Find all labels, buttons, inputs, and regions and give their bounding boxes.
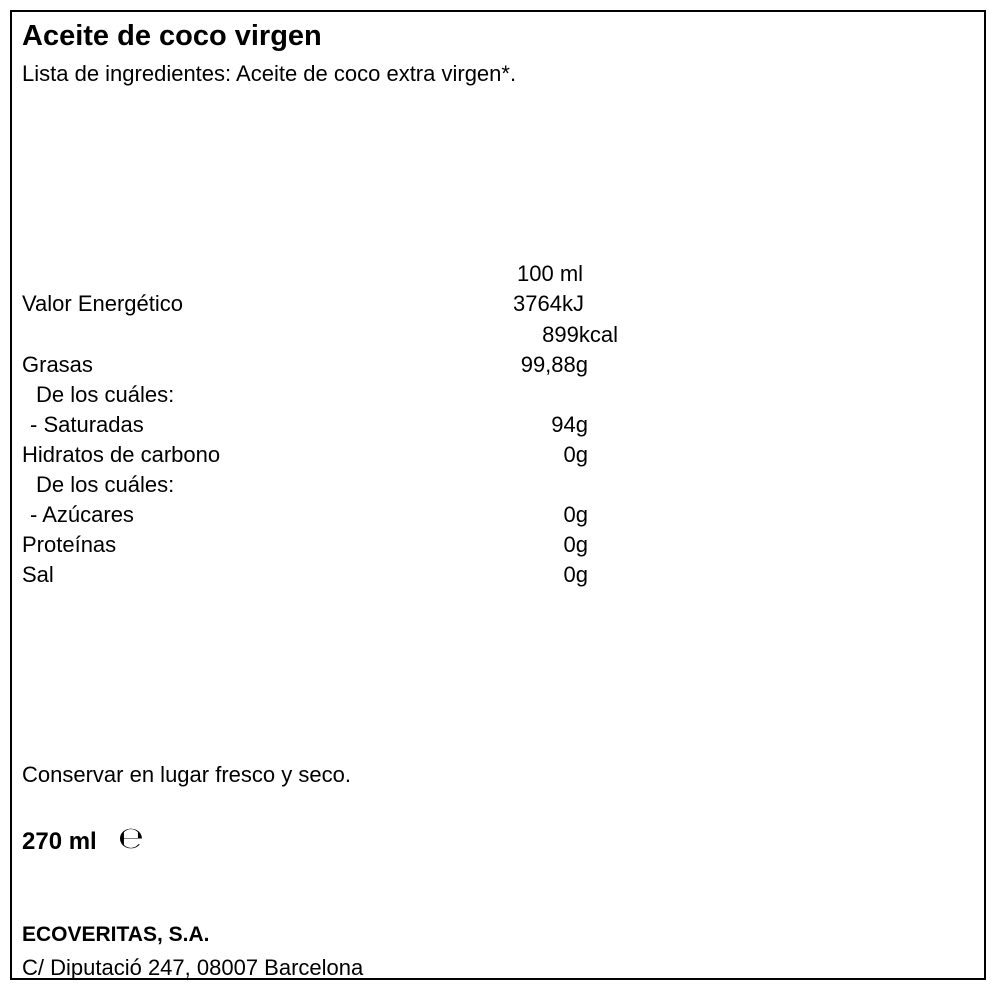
nutrition-value: 99,88g	[520, 352, 588, 377]
nutrition-label: De los cuáles:	[36, 472, 175, 497]
nutrition-label: Sal	[22, 562, 54, 587]
nutrition-row	[0, 443, 1000, 473]
nutrition-label: Proteínas	[22, 532, 117, 557]
nutrition-row	[0, 413, 1000, 443]
nutrition-row-kcal	[0, 323, 1000, 351]
net-quantity: 270 ml	[22, 828, 97, 855]
nutrition-row-energy	[0, 292, 1000, 322]
storage-instructions: Conservar en lugar fresco y seco.	[22, 762, 351, 787]
nutrition-label: Grasas	[22, 352, 93, 377]
nutrition-row	[0, 533, 1000, 563]
nutrition-value: 94g	[551, 412, 588, 437]
estimated-sign-icon: ℮	[118, 821, 144, 856]
nutrition-value: 0g	[563, 532, 588, 557]
nutrition-value: 0g	[563, 502, 588, 527]
nutrition-row	[0, 473, 1000, 503]
nutrition-row	[0, 383, 1000, 413]
company-address: C/ Diputació 247, 08007 Barcelona	[22, 955, 364, 980]
nutrition-row	[0, 563, 1000, 593]
nutrition-column-header: 100 ml	[517, 261, 584, 286]
nutrition-label: Valor Energético	[22, 291, 184, 316]
nutrition-value: 0g	[563, 562, 588, 587]
nutrition-label: Hidratos de carbono	[22, 442, 221, 467]
nutrition-label: De los cuáles:	[36, 382, 175, 407]
nutrition-row	[0, 353, 1000, 383]
company-name: ECOVERITAS, S.A.	[22, 923, 210, 946]
nutrition-label: - Saturadas	[30, 412, 144, 437]
nutrition-label: - Azúcares	[30, 502, 134, 527]
nutrition-value: 0g	[563, 442, 588, 467]
nutrition-row	[0, 503, 1000, 533]
nutrition-value-kcal: 899kcal	[542, 322, 618, 347]
nutrition-value-kj: 3764kJ	[513, 291, 584, 316]
product-title: Aceite de coco virgen	[22, 20, 322, 52]
ingredients-list: Lista de ingredientes: Aceite de coco extra virgen*.	[22, 61, 517, 86]
